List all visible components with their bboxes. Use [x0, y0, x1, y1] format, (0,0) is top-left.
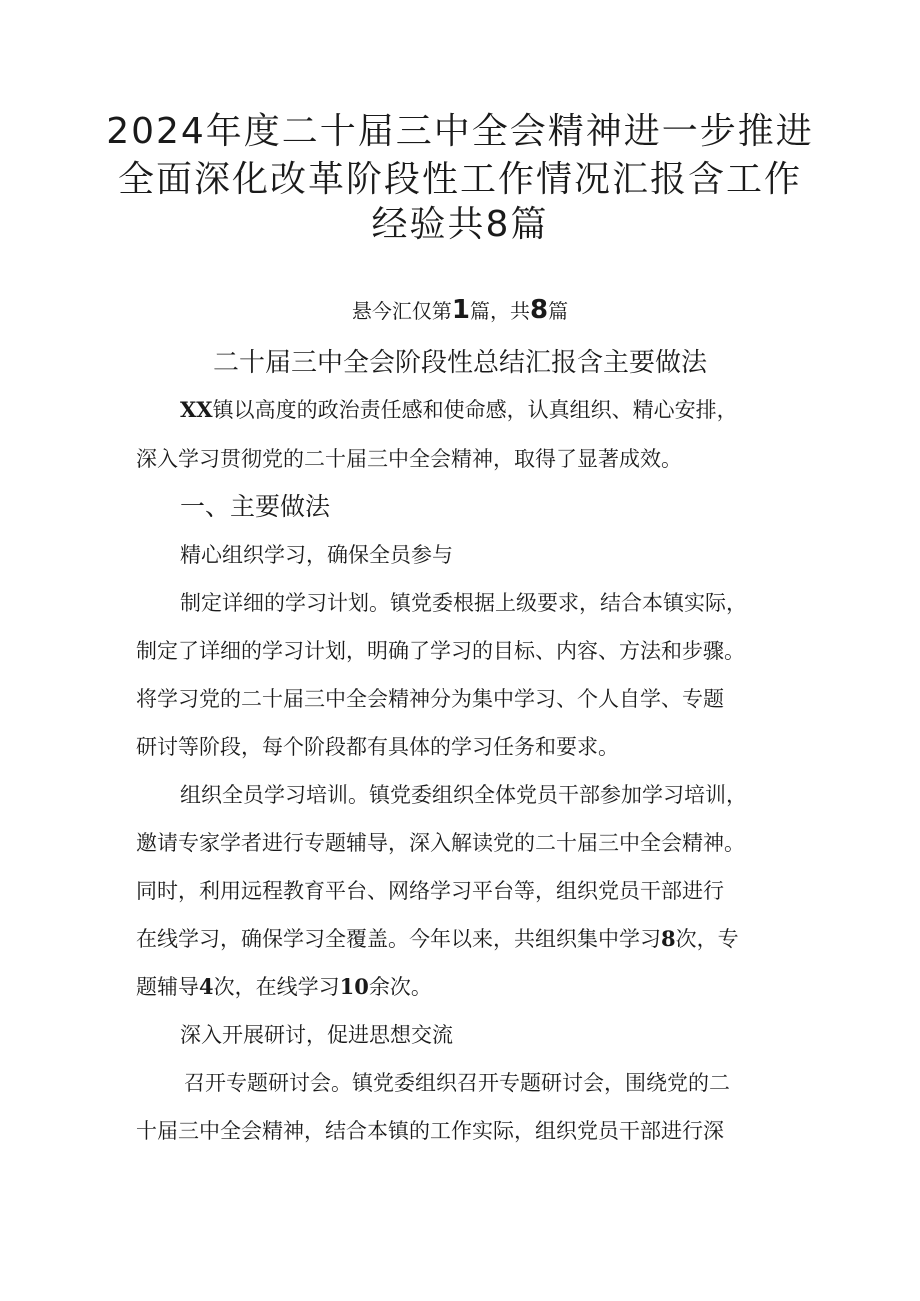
part-current-number: 1 — [451, 295, 470, 325]
paragraph-1-line-2: 制定了详细的学习计划，明确了学习的目标、内容、方法和步骤。 — [136, 639, 745, 663]
section-title: 二十届三中全会阶段性总结汇报含主要做法 — [212, 348, 707, 378]
part-indicator-prefix: 悬今汇仅第 — [351, 299, 452, 323]
intro-bold-prefix: XX — [180, 397, 213, 422]
count-special-tutoring: 4 — [199, 974, 214, 999]
document-title-line-2: 全面深化改革阶段性工作情况汇报含工作 — [117, 159, 802, 200]
part-indicator-suffix: 篇 — [548, 299, 569, 323]
part-indicator — [60, 292, 860, 329]
intro-line-1-text: 镇以高度的政治责任感和使命感，认真组织、精心安排， — [212, 398, 738, 422]
paragraph-1-line-1: 制定详细的学习计划。镇党委根据上级要求，结合本镇实际， — [180, 591, 747, 615]
intro-line-1 — [180, 393, 738, 427]
paragraph-2-line-5-b: 次，在线学习 — [213, 975, 340, 999]
main-heading: 一、主要做法 — [180, 492, 331, 521]
paragraph-3-line-1: 召开专题研讨会。镇党委组织召开专题研讨会，围绕党的二 — [184, 1071, 730, 1095]
paragraph-1-line-4: 研讨等阶段，每个阶段都有具体的学习任务和要求。 — [136, 735, 619, 759]
document-title-line-3: 经验共8篇 — [371, 204, 549, 245]
paragraph-2-line-5-c: 余次。 — [368, 975, 432, 999]
count-online-study: 10 — [339, 974, 369, 999]
paragraph-2-line-2: 邀请专家学者进行专题辅导，深入解读党的二十届三中全会精神。 — [136, 831, 745, 855]
count-centralized-study: 8 — [661, 926, 676, 951]
paragraph-2-line-5-a: 题辅导 — [136, 975, 199, 999]
subheading-1: 精心组织学习，确保全员参与 — [180, 543, 453, 567]
intro-line-2: 深入学习贯彻党的二十届三中全会精神，取得了显著成效。 — [136, 447, 682, 471]
part-total-number: 8 — [530, 295, 549, 325]
paragraph-2-line-1: 组织全员学习培训。镇党委组织全体党员干部参加学习培训， — [180, 783, 747, 807]
subheading-2: 深入开展研讨，促进思想交流 — [180, 1023, 453, 1047]
paragraph-2-line-4-a: 在线学习，确保学习全覆盖。今年以来，共组织集中学习 — [136, 927, 661, 951]
paragraph-2-line-3: 同时，利用远程教育平台、网络学习平台等，组织党员干部进行 — [136, 879, 724, 903]
part-indicator-middle: 篇，共 — [470, 299, 530, 323]
paragraph-2-line-5 — [136, 970, 432, 1004]
document-title-line-1: 2024年度二十届三中全会精神进一步推进 — [106, 111, 814, 152]
paragraph-1-line-3: 将学习党的二十届三中全会精神分为集中学习、个人自学、专题 — [136, 687, 724, 711]
paragraph-3-line-2: 十届三中全会精神，结合本镇的工作实际，组织党员干部进行深 — [136, 1119, 724, 1143]
paragraph-2-line-4-b: 次，专 — [675, 927, 739, 951]
paragraph-2-line-4 — [136, 922, 739, 956]
